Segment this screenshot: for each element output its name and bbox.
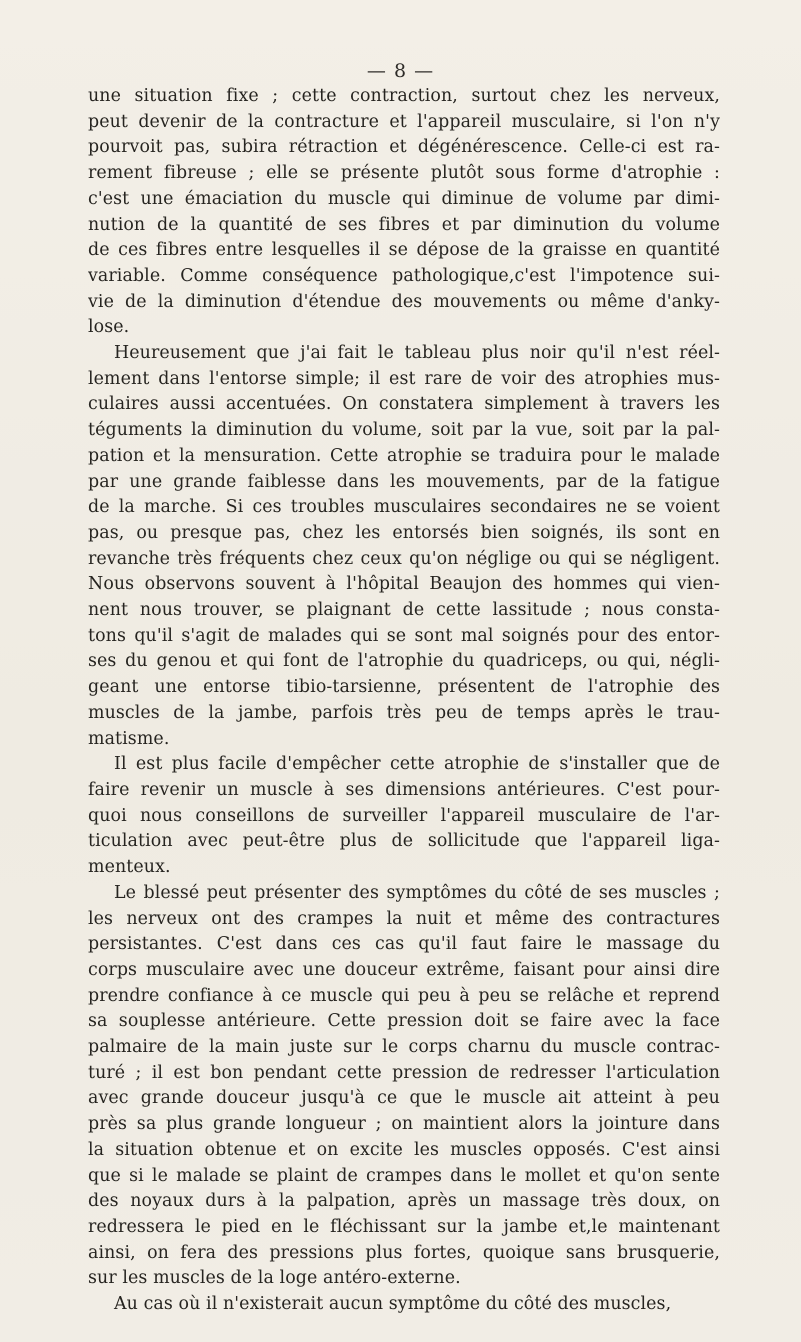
text-line: téguments la diminution du volume, soit par la vue, soit par la pal- (88, 420, 720, 441)
text-line: Le blessé peut présenter des symptômes du côté de ses muscles ; (114, 882, 720, 903)
text-line: près sa plus grande longueur ; on maintient alors la jointure dans (88, 1114, 720, 1135)
text-line: rement fibreuse ; elle se présente plutôt sous forme d'atrophie : (88, 163, 720, 184)
text-line: pourvoit pas, subira rétraction et dégénérescence. Celle-ci est ra- (88, 137, 720, 158)
text-line: pation et la mensuration. Cette atrophie se traduira pour le malade (88, 445, 720, 466)
text-line: matisme. (88, 728, 170, 749)
text-line: lose. (88, 317, 130, 338)
text-line: ticulation avec peut-être plus de sollicitude que l'appareil liga- (88, 831, 720, 852)
text-line: culaires aussi accentuées. On constatera simplement à travers les (88, 394, 720, 415)
page-number: — 8 — (366, 60, 435, 82)
text-line: quoi nous conseillons de surveiller l'appareil musculaire de l'ar- (88, 805, 720, 826)
text-line: une situation fixe ; cette contraction, surtout chez les nerveux, (88, 86, 720, 106)
text-line: peut devenir de la contracture et l'appareil musculaire, si l'on n'y (88, 111, 720, 132)
text-line: Au cas où il n'existerait aucun symptôme du côté des muscles, (114, 1294, 672, 1315)
text-line: de ces fibres entre lesquelles il se dépose de la graisse en quantité (88, 240, 720, 261)
text-line: geant une entorse tibio-tarsienne, présentent de l'atrophie des (88, 677, 720, 698)
text-line: des noyaux durs à la palpation, après un massage très doux, on (88, 1191, 720, 1212)
text-line: de la marche. Si ces troubles musculaires secondaires ne se voient (88, 497, 720, 518)
text-line: Il est plus facile d'empêcher cette atrophie de s'installer que de (114, 754, 720, 775)
text-line: tons qu'il s'agit de malades qui se sont mal soignés pour des entor- (88, 625, 720, 646)
text-line: sur les muscles de la loge antéro-externe. (88, 1268, 461, 1289)
text-line: pas, ou presque pas, chez les entorsés bien soignés, ils sont en (88, 522, 720, 543)
text-line: Nous observons souvent à l'hôpital Beaujon des hommes qui vien- (88, 574, 720, 595)
text-line: muscles de la jambe, parfois très peu de temps après le trau- (88, 702, 720, 723)
text-line: c'est une émaciation du muscle qui diminue de volume par dimi- (88, 188, 720, 209)
body-text (88, 84, 720, 1318)
text-line: prendre confiance à ce muscle qui peu à peu se relâche et reprend (88, 985, 720, 1006)
text-line: sa souplesse antérieure. Cette pression doit se faire avec la face (88, 1011, 720, 1032)
text-line: par une grande faiblesse dans les mouvements, par de la fatigue (88, 471, 720, 492)
text-line: vie de la diminution d'étendue des mouvements ou même d'anky- (88, 291, 720, 312)
text-line: revanche très fréquents chez ceux qu'on néglige ou qui se négligent. (88, 548, 720, 569)
text-line: palmaire de la main juste sur le corps charnu du muscle contrac- (88, 1037, 720, 1058)
text-line: nution de la quantité de ses fibres et par diminution du volume (88, 214, 720, 235)
text-line: turé ; il est bon pendant cette pression de redresser l'articulation (88, 1062, 720, 1083)
text-line: ainsi, on fera des pressions plus fortes, quoique sans brusquerie, (88, 1242, 720, 1263)
text-line: la situation obtenue et on excite les muscles opposés. C'est ainsi (88, 1139, 720, 1160)
text-line: que si le malade se plaint de crampes dans le mollet et qu'on sente (88, 1165, 720, 1186)
text-line: redressera le pied en le fléchissant sur la jambe et,le maintenant (88, 1216, 720, 1237)
text-line: faire revenir un muscle à ses dimensions antérieures. C'est pour- (88, 779, 720, 800)
text-line: ses du genou et qui font de l'atrophie du quadriceps, ou qui, négli- (88, 651, 720, 672)
text-line: nent nous trouver, se plaignant de cette lassitude ; nous consta- (88, 600, 720, 621)
text-line: les nerveux ont des crampes la nuit et même des contractures (88, 908, 720, 929)
text-line: menteux. (88, 857, 171, 878)
text-line: corps musculaire avec une douceur extrême, faisant pour ainsi dire (88, 959, 720, 980)
text-line: variable. Comme conséquence pathologique,c'est l'impotence sui- (88, 265, 720, 286)
text-line: Heureusement que j'ai fait le tableau plus noir qu'il n'est réel- (114, 343, 720, 364)
text-line: persistantes. C'est dans ces cas qu'il faut faire le massage du (88, 934, 720, 955)
text-line: lement dans l'entorse simple; il est rare de voir des atrophies mus- (88, 368, 720, 389)
text-line: avec grande douceur jusqu'à ce que le muscle ait atteint à peu (88, 1088, 720, 1109)
